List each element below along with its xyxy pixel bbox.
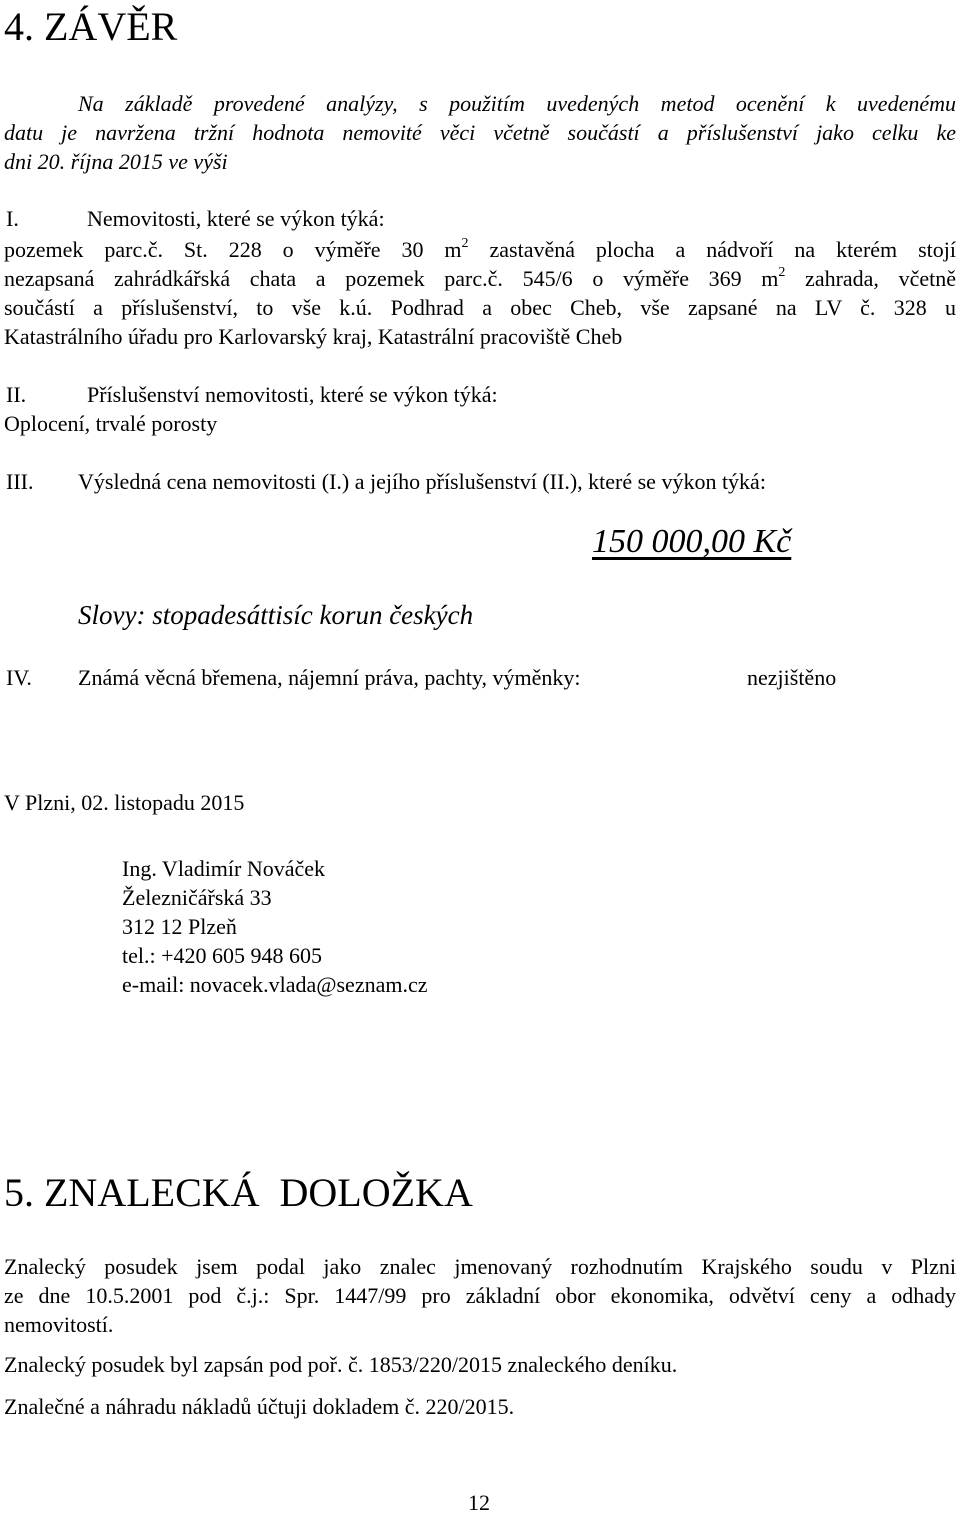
item-1-line-3: součástí a příslušenství, to vše k.ú. Podhrad a obec Cheb, vše zapsané na LV č. 328 u xyxy=(4,295,956,320)
item-4-value: nezjištěno xyxy=(747,665,837,690)
signature-phone: tel.: +420 605 948 605 xyxy=(122,943,323,968)
item-4-label: Známá věcná břemena, nájemní práva, pachty, výměnky: xyxy=(78,665,581,690)
item-1-number: I. xyxy=(6,206,19,231)
intro-line-2: datu je navržena tržní hodnota nemovité věci včetně součástí a příslušenství jako celku ke xyxy=(4,120,956,145)
item-1-line-1: pozemek parc.č. St. 228 o výměře 30 $m^2$ zastavěná plocha a nádvoří na kterém stojí xyxy=(4,235,956,262)
item-3-number: III. xyxy=(6,469,34,494)
item-1-line-4: Katastrálního úřadu pro Karlovarský kraj, Katastrální pracoviště Cheb xyxy=(4,324,623,349)
signature-city: 312 12 Plzeň xyxy=(122,914,237,939)
signature-email: e-mail: novacek.vlada@seznam.cz xyxy=(122,972,428,997)
clause-line-2: ze dne 10.5.2001 pod č.j.: Spr. 1447/99 pro základní obor ekonomika, odvětví ceny a odhady xyxy=(4,1283,956,1308)
clause-register: Znalecký posudek byl zapsán pod poř. č. 1853/220/2015 znaleckého deníku. xyxy=(4,1352,678,1377)
item-1-label: Nemovitosti, které se výkon týká: xyxy=(87,206,385,231)
signature-name: Ing. Vladimír Nováček xyxy=(122,856,326,881)
item-3-words: Slovy: stopadesáttisíc korun českých xyxy=(78,600,474,630)
page-number: 12 xyxy=(468,1490,490,1515)
item-3-price: 150 000,00 Kč xyxy=(592,523,792,560)
intro-line-1: Na základě provedené analýzy, s použitím uvedených metod ocenění k uvedenému xyxy=(78,91,956,116)
item-2-label: Příslušenství nemovitosti, které se výkon týká: xyxy=(87,382,498,407)
item-3-label: Výsledná cena nemovitosti (I.) a jejího příslušenství (II.), které se výkon týká: xyxy=(78,469,766,494)
section-4-heading: 4. ZÁVĚR xyxy=(4,4,178,49)
item-4-number: IV. xyxy=(6,665,32,690)
item-2-value: Oplocení, trvalé porosty xyxy=(4,411,218,436)
clause-line-1: Znalecký posudek jsem podal jako znalec jmenovaný rozhodnutím Krajského soudu v Plzni xyxy=(4,1254,956,1279)
signature-street: Železničářská 33 xyxy=(122,885,272,910)
item-1-line-2: nezapsaná zahrádkářská chata a pozemek parc.č. 545/6 o výměře 369 $m^2$ zahrada, včetně xyxy=(4,264,956,291)
clause-invoice: Znalečné a náhradu nákladů účtuji dokladem č. 220/2015. xyxy=(4,1394,515,1419)
section-5-heading: 5. ZNALECKÁ DOLOŽKA xyxy=(4,1170,473,1215)
intro-line-3: dni 20. října 2015 ve výši xyxy=(4,149,228,174)
clause-line-3: nemovitostí. xyxy=(4,1312,114,1337)
item-2-number: II. xyxy=(6,382,27,407)
place-date: V Plzni, 02. listopadu 2015 xyxy=(4,790,245,815)
